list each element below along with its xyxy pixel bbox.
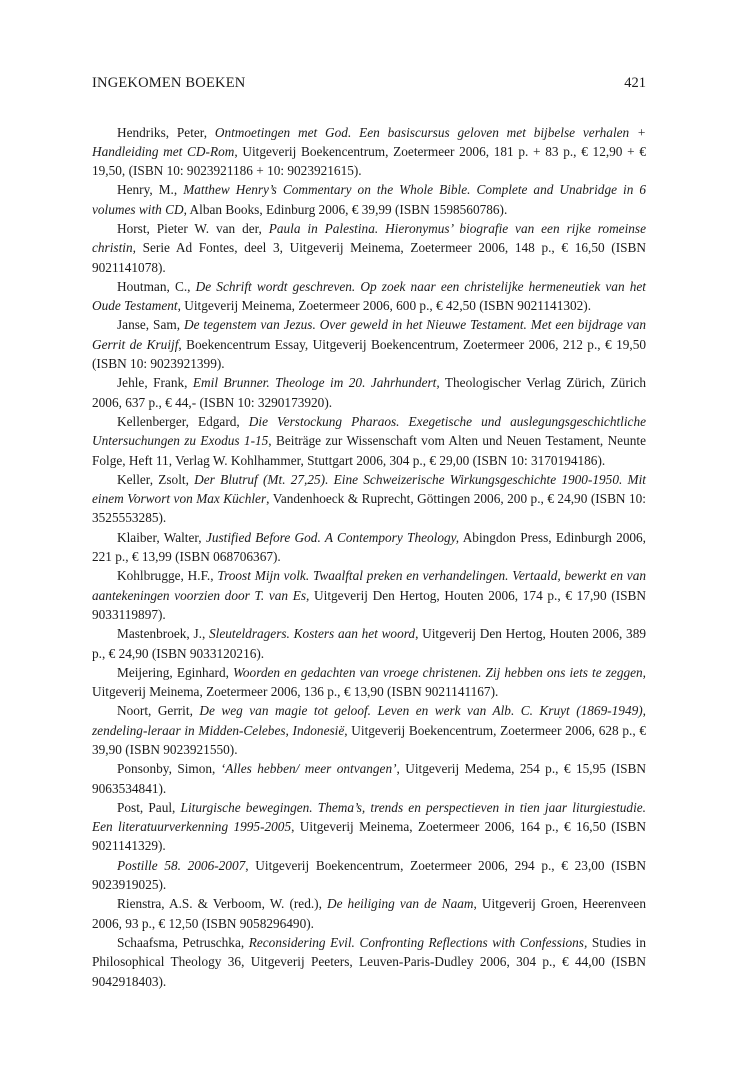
book-title: Liturgische bewegingen. Thema’s, trends en perspectieven in tien jaar liturgiestudie. Een literatuurverkenning 1995-2005 bbox=[92, 799, 646, 835]
book-title: Emil Brunner. Theologe im 20. Jahrhundert, bbox=[192, 375, 440, 391]
book-author: Rienstra, A.S. & Verboom, W. (red.), bbox=[117, 896, 327, 912]
book-entry bbox=[92, 856, 646, 895]
book-details: Studies in Philosophical Theology 36, Uitgeverij Peeters, Leuven-Paris-Dudley 2006, 304 p., € 44,00 (ISBN 9042918403). bbox=[92, 934, 646, 989]
book-entry bbox=[92, 528, 646, 567]
book-author: Kohlbrugge, H.F., bbox=[117, 568, 218, 584]
book-author: Meijering, Eginhard, bbox=[117, 664, 234, 680]
book-title: Sleuteldragers. Kosters aan het woord bbox=[209, 626, 416, 642]
book-details: , Uitgeverij Boekencentrum, Zoetermeer 2006, 181 p. + 83 p., € 12,90 + € 19,50, (ISBN 10: 9023921186 + 10: 9023921615). bbox=[92, 143, 646, 179]
book-entry bbox=[92, 624, 646, 663]
book-details: Abingdon Press, Edinburgh 2006, 221 p., € 13,99 (ISBN 068706367). bbox=[92, 529, 647, 565]
book-author: Schaafsma, Petruschka, bbox=[117, 934, 249, 950]
book-details: , Uitgeverij Boekencentrum, Zoetermeer 2006, 628 p., € 39,90 (ISBN 9023921550). bbox=[92, 722, 646, 757]
book-entry bbox=[92, 566, 646, 624]
book-title: ‘Alles hebben/ meer ontvangen’ bbox=[220, 761, 397, 777]
book-entry bbox=[92, 663, 646, 702]
page-number: 421 bbox=[624, 75, 646, 91]
book-details: , Uitgeverij Meinema, Zoetermeer 2006, 164 p., € 16,50 (ISBN 9021141329). bbox=[92, 819, 646, 854]
book-title: Der Blutruf (Mt. 27,25). Eine Schweizerische Wirkungsgeschichte 1900-1950. Mit einem Vorwort von Max Küchler bbox=[92, 471, 646, 507]
book-title: Ontmoetingen met God. Een basiscursus geloven met bijbelse verhalen + Handleiding met CD-Rom bbox=[92, 124, 646, 159]
book-entry bbox=[92, 219, 646, 277]
book-entry bbox=[92, 701, 646, 759]
book-entry bbox=[92, 759, 646, 798]
book-details: , Alban Books, Edinburg 2006, € 39,99 (ISBN 1598560786). bbox=[183, 201, 508, 217]
book-author: Janse, Sam, bbox=[117, 317, 184, 333]
book-details: , Beiträge zur Wissenschaft vom Alten und Neuen Testament, Neunte Folge, Heft 11, Verlag W. Kohlhammer, Stuttgart 2006, 304 p., € 29,00 (ISBN 10: 3170194186). bbox=[92, 433, 646, 468]
book-title: Woorden en gedachten van vroege christenen. Zij hebben ons iets te zeggen, bbox=[233, 664, 646, 680]
book-author: Henry, M., bbox=[117, 182, 184, 198]
book-entry bbox=[92, 277, 646, 316]
book-author: Jehle, Frank, bbox=[117, 375, 193, 391]
book-author: Houtman, C., bbox=[117, 278, 196, 294]
running-header bbox=[92, 75, 646, 95]
book-entry bbox=[92, 933, 646, 991]
book-entry bbox=[92, 373, 646, 412]
book-entry bbox=[92, 123, 646, 181]
book-details: , Uitgeverij Medema, 254 p., € 15,95 (ISBN 9063534841). bbox=[92, 761, 646, 796]
book-title: De weg van magie tot geloof. Leven en werk van Alb. C. Kruyt (1869-1949), zendeling-leraar in Midden-Celebes, Indonesië bbox=[92, 703, 646, 738]
book-author: Ponsonby, Simon, bbox=[117, 761, 221, 777]
book-title: Reconsidering Evil. Confronting Reflections with Confessions, bbox=[248, 934, 588, 950]
book-details: , Vandenhoeck & Ruprecht, Göttingen 2006, 200 p., € 24,90 (ISBN 10: 3525553285). bbox=[92, 491, 646, 526]
book-details: , Uitgeverij Boekencentrum, Zoetermeer 2006, 294 p., € 23,00 (ISBN 9023919025). bbox=[92, 857, 646, 893]
book-title: Die Verstockung Pharaos. Exegetische und auslegungsgeschichtliche Untersuchungen zu Exodus 1-15 bbox=[92, 413, 646, 449]
book-author: Noort, Gerrit, bbox=[117, 703, 200, 719]
book-author: Mastenbroek, J., bbox=[117, 626, 209, 642]
book-details: , Boekencentrum Essay, Uitgeverij Boekencentrum, Zoetermeer 2006, 212 p., € 19,50 (ISBN 10: 9023921399). bbox=[92, 336, 646, 372]
book-entry bbox=[92, 180, 646, 219]
book-details: Uitgeverij Meinema, Zoetermeer 2006, 136 p., € 13,90 (ISBN 9021141167). bbox=[92, 684, 499, 700]
book-title: De Schrift wordt geschreven. Op zoek naar een christelijke hermeneutiek van het Oude Testament bbox=[92, 278, 647, 314]
book-list bbox=[92, 123, 646, 991]
book-author: Hendriks, Peter, bbox=[117, 124, 215, 140]
book-entry bbox=[92, 470, 646, 528]
book-title: Paula in Palestina. Hieronymus’ biografie van een rijke romeinse christin, bbox=[92, 220, 647, 256]
book-entry bbox=[92, 894, 646, 933]
book-entry bbox=[92, 412, 646, 470]
book-author: Horst, Pieter W. van der, bbox=[117, 220, 269, 236]
book-entry bbox=[92, 315, 646, 373]
book-author: Kellenberger, Edgard, bbox=[117, 413, 249, 429]
book-details: Serie Ad Fontes, deel 3, Uitgeverij Meinema, Zoetermeer 2006, 148 p., € 16,50 (ISBN 9021141078). bbox=[92, 240, 646, 275]
book-title: Matthew Henry’s Commentary on the Whole Bible. Complete and Unabridge in 6 volumes with CD bbox=[92, 182, 647, 217]
book-entry bbox=[92, 798, 646, 856]
section-title: INGEKOMEN BOEKEN bbox=[92, 75, 246, 91]
book-details: , Uitgeverij Meinema, Zoetermeer 2006, 600 p., € 42,50 (ISBN 9021141302). bbox=[177, 298, 592, 314]
book-details: , Uitgeverij Groen, Heerenveen 2006, 93 p., € 12,50 (ISBN 9058296490). bbox=[92, 896, 646, 931]
book-author: Keller, Zsolt, bbox=[117, 471, 195, 487]
book-title: Troost Mijn volk. Twaalftal preken en verhandelingen. Vertaald, bewerkt en van aantekeningen voorzien door T. van Es, bbox=[92, 568, 646, 603]
book-title: De tegenstem van Jezus. Over geweld in het Nieuwe Testament. Met een bijdrage van Gerrit de Kruijf bbox=[92, 317, 646, 352]
book-title: De heiliging van de Naam bbox=[326, 896, 474, 912]
book-details: , Uitgeverij Den Hertog, Houten 2006, 389 p., € 24,90 (ISBN 9033120216). bbox=[92, 626, 646, 661]
book-author: Post, Paul, bbox=[117, 799, 181, 815]
book-author: Klaiber, Walter, bbox=[117, 529, 206, 545]
book-title: Justified Before God. A Contempory Theology, bbox=[205, 529, 460, 545]
book-details: Theologischer Verlag Zürich, Zürich 2006, 637 p., € 44,- (ISBN 10: 3290173920). bbox=[92, 375, 646, 410]
book-details: Uitgeverij Den Hertog, Houten 2006, 174 p., € 17,90 (ISBN 9033119897). bbox=[92, 587, 646, 622]
book-title: Postille 58. 2006-2007 bbox=[117, 857, 246, 873]
